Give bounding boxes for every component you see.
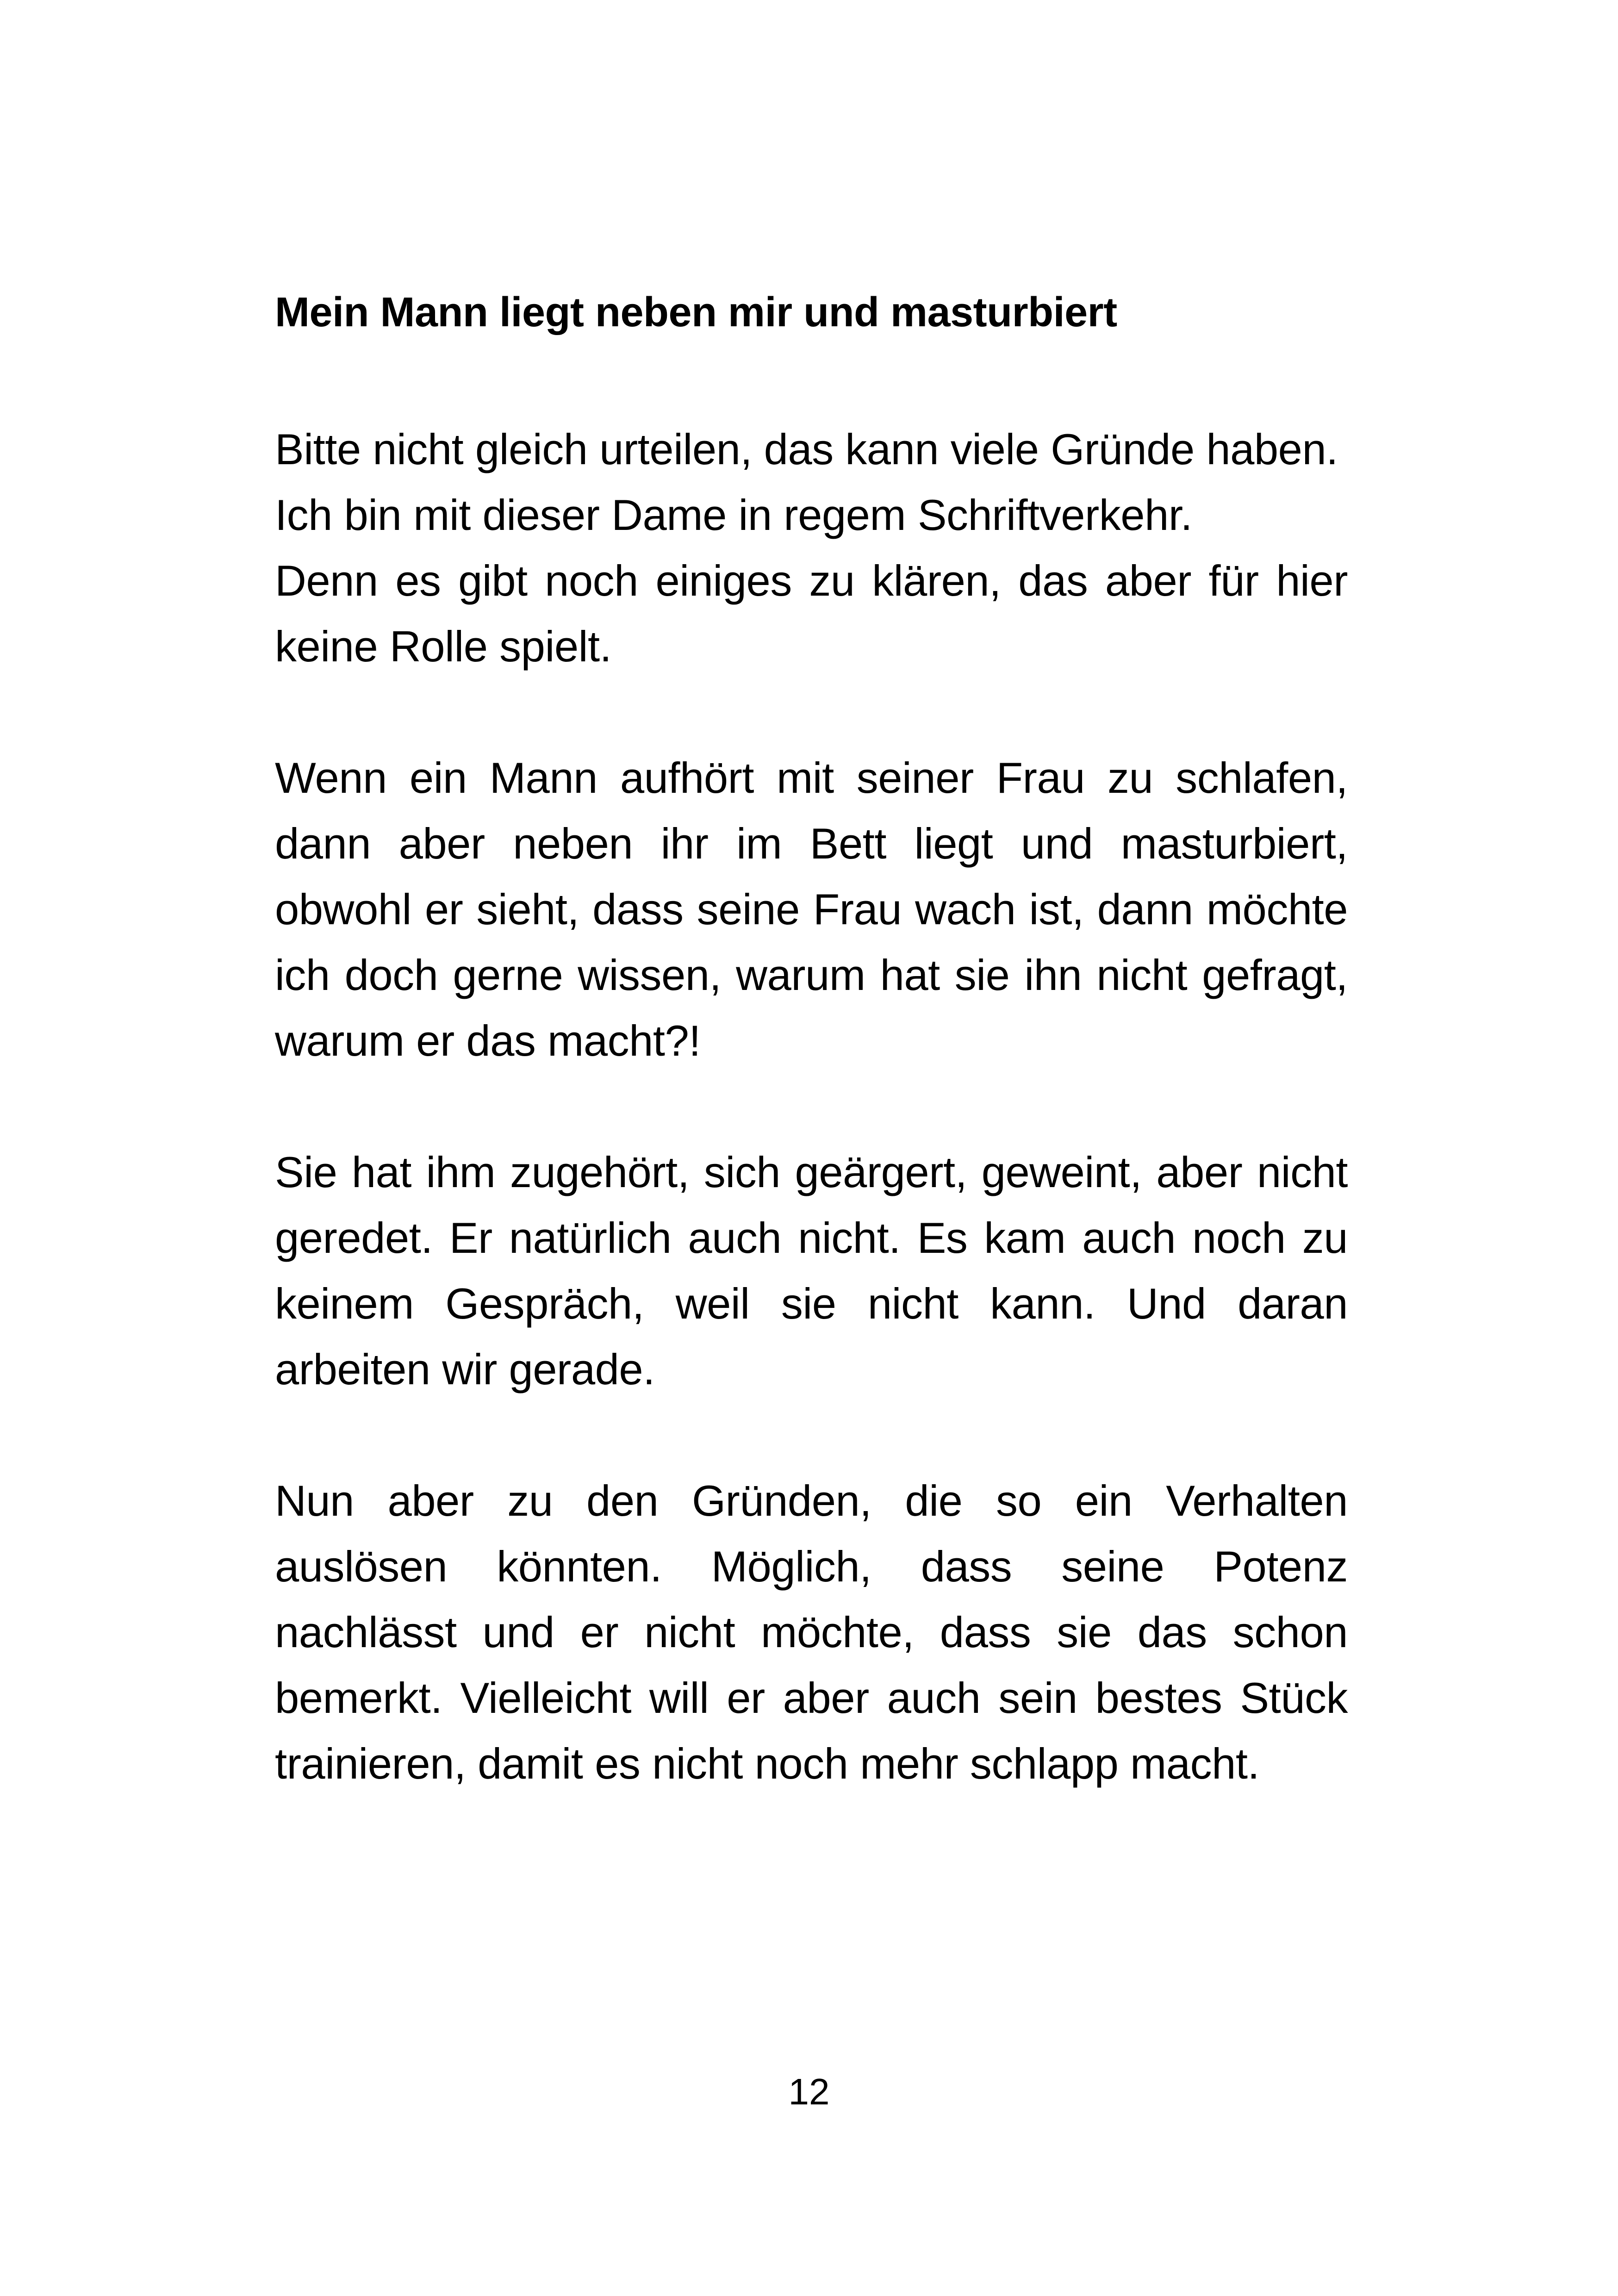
paragraph-4-text: Nun aber zu den Gründen, die so ein Verhalten auslösen könnten. Möglich, dass seine Potenz nachlässt und er nicht möchte, dass sie das schon bemerkt. Vielleicht will er aber auch sein bestes Stück trainieren, damit es nicht noch mehr schlapp macht. (275, 1476, 1348, 1788)
paragraph-4 (275, 1468, 1348, 1797)
paragraph-3-text: Sie hat ihm zugehört, sich geärgert, geweint, aber nicht geredet. Er natürlich auch nicht. Es kam auch noch zu keinem Gespräch, weil sie nicht kann. Und daran arbeiten wir gerade. (275, 1148, 1348, 1394)
chapter-title: Mein Mann liegt neben mir und masturbiert (275, 289, 1117, 336)
paragraph-1 (275, 417, 1348, 679)
body-text (275, 417, 1348, 1797)
paragraph-2-text: Wenn ein Mann aufhört mit seiner Frau zu schlafen, dann aber neben ihr im Bett liegt und masturbiert, obwohl er sieht, dass seine Frau wach ist, dann möchte ich doch gerne wissen, warum hat sie ihn nicht gefragt, warum er das macht?! (275, 753, 1348, 1065)
paragraph-1-line-1: Bitte nicht gleich urteilen, das kann viele Gründe haben. (275, 425, 1338, 473)
page-number: 12 (788, 2071, 830, 2112)
paragraph-1-line-3: Denn es gibt noch einiges zu klären, das aber für hier keine Rolle spielt. (275, 556, 1348, 671)
page-content (275, 278, 1348, 1797)
paragraph-2 (275, 745, 1348, 1074)
paragraph-1-line-2: Ich bin mit dieser Dame in regem Schriftverkehr. (275, 491, 1193, 539)
paragraph-3 (275, 1139, 1348, 1402)
